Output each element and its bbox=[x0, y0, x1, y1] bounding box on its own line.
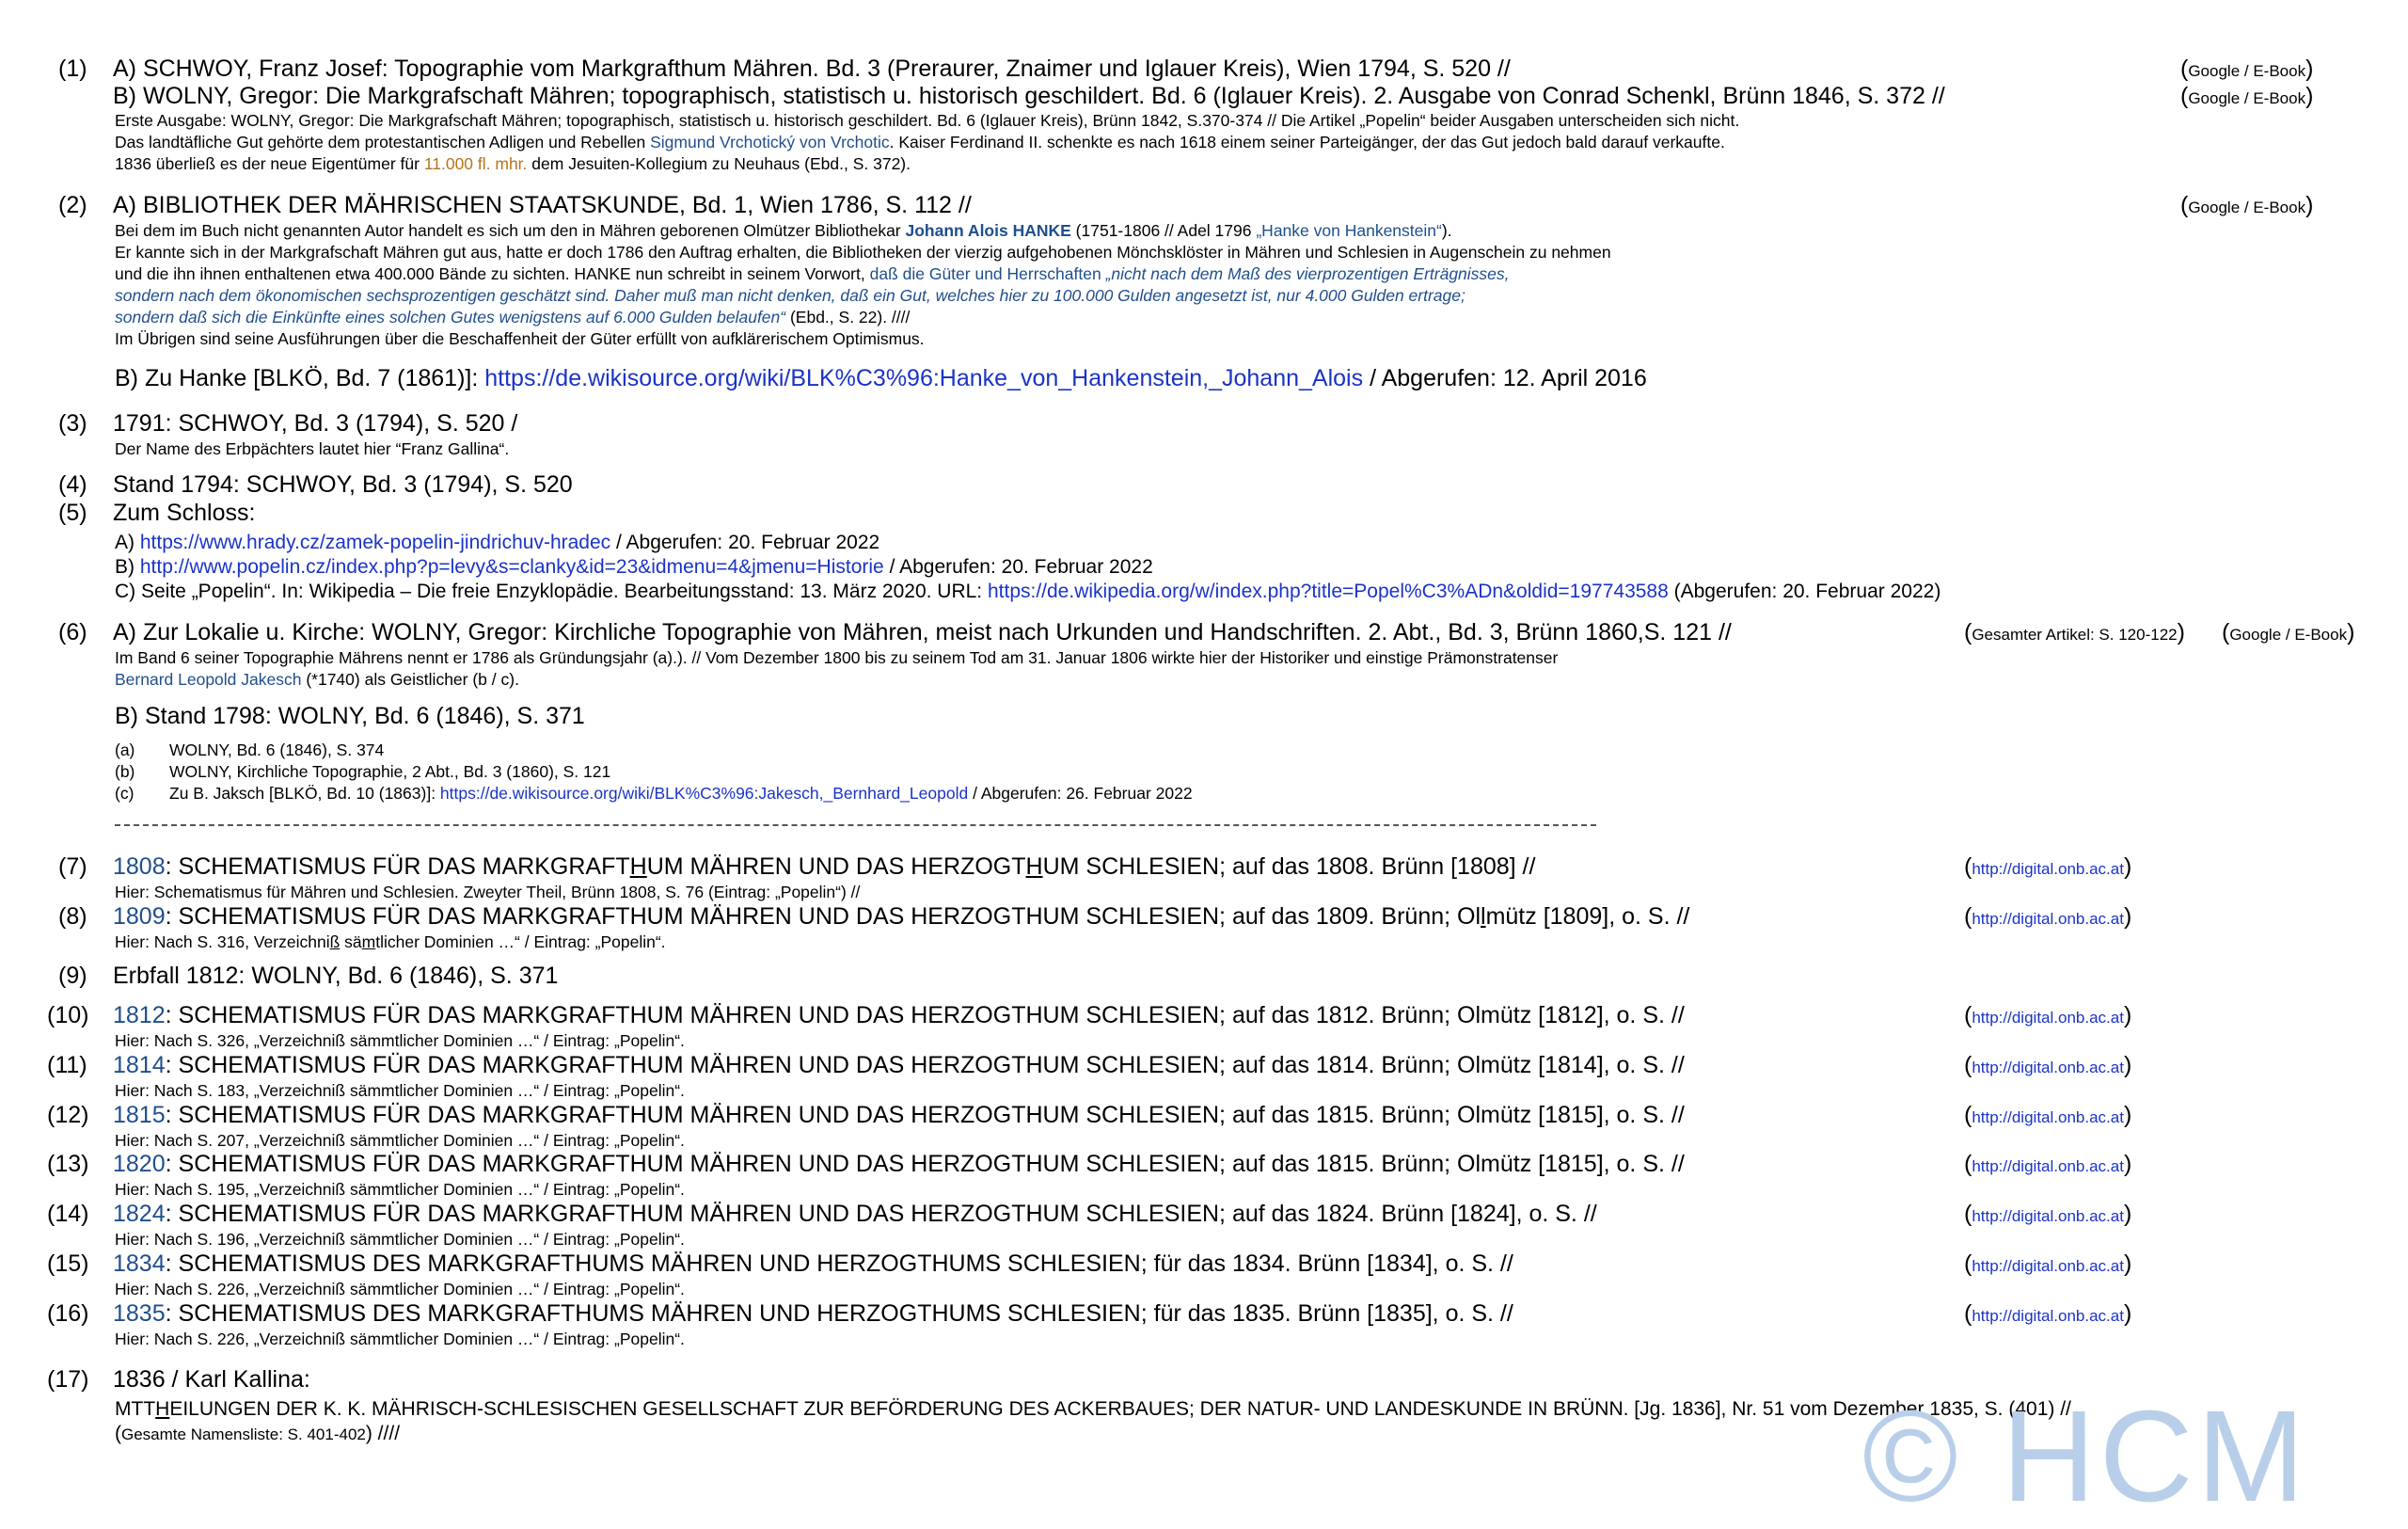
entry-number: (12) bbox=[47, 1102, 89, 1128]
citation-a: Stand 1794: SCHWOY, Bd. 3 (1794), S. 520 bbox=[113, 471, 573, 498]
wikipedia-link[interactable]: https://de.wikipedia.org/w/index.php?title=Popel%C3%ADn&oldid=197743588 bbox=[987, 581, 1669, 602]
entry-number: (17) bbox=[47, 1366, 89, 1393]
wikisource-link[interactable]: https://de.wikisource.org/wiki/BLK%C3%96:Hanke_von_Hankenstein,_Johann_Alois bbox=[484, 365, 1364, 391]
entry-number: (4) bbox=[58, 471, 87, 498]
note-line: Im Übrigen sind seine Ausführungen über die Beschaffenheit der Güter erfüllt von aufklärerischem Optimismus. bbox=[115, 329, 925, 348]
onb-link[interactable]: (http://digital.onb.ac.at) bbox=[1964, 1052, 2132, 1078]
footnote-key: (c) bbox=[115, 784, 135, 803]
copyright-watermark: © HCM bbox=[1862, 1384, 2309, 1529]
citation-a: Zum Schloss: bbox=[113, 500, 256, 526]
footnote: Zu B. Jaksch [BLKÖ, Bd. 10 (1863)]: https://de.wikisource.org/wiki/BLK%C3%96:Jakesch,_Bernhard_Leopold / Abgerufen: 26. Februar 2022 bbox=[169, 784, 1193, 803]
popelin-link[interactable]: http://www.popelin.cz/index.php?p=levy&s=clanky&id=23&idmenu=4&jmenu=Historie bbox=[139, 556, 884, 578]
article-range: (Gesamter Artikel: S. 120-122) bbox=[1964, 619, 2185, 645]
citation-a: 1834: SCHEMATISMUS DES MARKGRAFTHUMS MÄHREN UND HERZOGTHUMS SCHLESIEN; für das 1834. Brünn [1834], o. S. // bbox=[113, 1250, 1513, 1277]
note-line: Hier: Nach S. 226, „Verzeichniß sämmtlicher Dominien …“ / Eintrag: „Popelin“. bbox=[115, 1330, 685, 1348]
note-line: und die ihn ihnen enthaltenen etwa 400.000 Bände zu sichten. HANKE nun schreibt in seinem Vorwort, daß die Güter und Herrschaften „nicht nach dem Maß des vierprozentigen Erträgnisses, bbox=[115, 264, 1510, 283]
entry-number: (11) bbox=[47, 1052, 87, 1078]
year: 1808 bbox=[113, 853, 166, 880]
citation-a: A) SCHWOY, Franz Josef: Topographie vom Markgrafthum Mähren. Bd. 3 (Preraurer, Znaimer und Iglauer Kreis), Wien 1794, S. 520 // bbox=[113, 56, 1511, 82]
source-link[interactable]: (Google / E-Book) bbox=[2222, 619, 2355, 645]
note-line: Hier: Nach S. 195, „Verzeichniß sämmtlicher Dominien …“ / Eintrag: „Popelin“. bbox=[115, 1180, 685, 1199]
citation-a: 1812: SCHEMATISMUS FÜR DAS MARKGRAFTHUM MÄHREN UND DAS HERZOGTHUM SCHLESIEN; auf das 1812. Brünn; Olmütz [1812], o. S. // bbox=[113, 1002, 1685, 1028]
entry-number: (8) bbox=[58, 903, 87, 930]
note-line: Hier: Schematismus für Mähren und Schlesien. Zweyter Theil, Brünn 1808, S. 76 (Eintrag: „Popelin“) // bbox=[115, 883, 861, 901]
note-line: Hier: Nach S. 207, „Verzeichniß sämmtlicher Dominien …“ / Eintrag: „Popelin“. bbox=[115, 1131, 685, 1150]
note-line: Bernard Leopold Jakesch (*1740) als Geistlicher (b / c). bbox=[115, 670, 519, 689]
citation-a: Erbfall 1812: WOLNY, Bd. 6 (1846), S. 371 bbox=[113, 963, 559, 989]
citation-a: 1791: SCHWOY, Bd. 3 (1794), S. 520 / bbox=[113, 410, 518, 437]
price-value: 11.000 fl. mhr. bbox=[423, 154, 528, 173]
year: 1834 bbox=[113, 1250, 166, 1277]
note-line: Bei dem im Buch nicht genannten Autor handelt es sich um den in Mähren geborenen Olmützer Bibliothekar Johann Alois HANKE (1751-1806 // Adel 1796 „Hanke von Hankenstein“). bbox=[115, 221, 1452, 240]
onb-link[interactable]: (http://digital.onb.ac.at) bbox=[1964, 1151, 2132, 1177]
separator-line bbox=[115, 824, 1596, 826]
person-name: Sigmund Vrchotický von Vrchotic bbox=[650, 133, 890, 151]
entry-number: (16) bbox=[47, 1300, 89, 1327]
citation-line: (Gesamte Namensliste: S. 401-402) //// bbox=[115, 1423, 401, 1444]
note-line: Hier: Nach S. 183, „Verzeichniß sämmtlicher Dominien …“ / Eintrag: „Popelin“. bbox=[115, 1081, 685, 1100]
footnote: WOLNY, Bd. 6 (1846), S. 374 bbox=[169, 741, 385, 759]
note-line: Der Name des Erbpächters lautet hier “Franz Gallina“. bbox=[115, 439, 510, 458]
year: 1820 bbox=[113, 1151, 166, 1177]
note-line: Im Band 6 seiner Topographie Mährens nennt er 1786 als Gründungsjahr (a).). // Vom Dezember 1800 bis zu seinem Tod am 31. Januar 1806 wirkte hier der Historiker und einstige Prämonstratenser bbox=[115, 648, 1559, 667]
citation-a: 1820: SCHEMATISMUS FÜR DAS MARKGRAFTHUM MÄHREN UND DAS HERZOGTHUM SCHLESIEN; auf das 1815. Brünn; Olmütz [1815], o. S. // bbox=[113, 1151, 1685, 1177]
year: 1835 bbox=[113, 1300, 166, 1327]
note-line: Hier: Nach S. 316, Verzeichniß sämtlicher Dominien …“ / Eintrag: „Popelin“. bbox=[115, 932, 666, 951]
note-line: Erste Ausgabe: WOLNY, Gregor: Die Markgrafschaft Mähren; topographisch, statistisch u. historisch geschildert. Bd. 6 (Iglauer Kreis), Brünn 1842, S.370-374 // Die Artikel „Popelin“ beider Ausgaben unterscheiden sich nicht. bbox=[115, 111, 1740, 130]
entry-number: (14) bbox=[47, 1201, 89, 1227]
onb-link[interactable]: (http://digital.onb.ac.at) bbox=[1964, 1002, 2132, 1028]
citation-a: 1836 / Karl Kallina: bbox=[113, 1366, 310, 1393]
citation-a: 1835: SCHEMATISMUS DES MARKGRAFTHUMS MÄHREN UND HERZOGTHUMS SCHLESIEN; für das 1835. Brünn [1835], o. S. // bbox=[113, 1300, 1513, 1327]
quote-line: sondern nach dem ökonomischen sechsprozentigen geschätzt sind. Daher muß man nicht denken, daß ein Gut, welches hier zu 100.000 Gulden angesetzt ist, nur 4.000 Gulden ertrage; bbox=[115, 286, 1465, 305]
year: 1812 bbox=[113, 1002, 166, 1028]
note-line: Er kannte sich in der Markgrafschaft Mähren gut aus, hatte er doch 1786 den Auftrag erhalten, die Bibliotheken der vierzig aufgehobenen Mönchsklöster in Mähren und Schlesien in Augenschein zu nehmen bbox=[115, 243, 1611, 262]
note-line: 1836 überließ es der neue Eigentümer für 11.000 fl. mhr. dem Jesuiten-Kollegium zu Neuhaus (Ebd., S. 372). bbox=[115, 154, 911, 173]
onb-link[interactable]: (http://digital.onb.ac.at) bbox=[1964, 1201, 2132, 1227]
entry-number: (9) bbox=[58, 963, 87, 989]
year: 1809 bbox=[113, 903, 166, 930]
quote-line: sondern daß sich die Einkünfte eines solchen Gutes wenigstens auf 6.000 Gulden belaufen“ (Ebd., S. 22). //// bbox=[115, 308, 911, 327]
onb-link[interactable]: (http://digital.onb.ac.at) bbox=[1964, 1102, 2132, 1128]
note-line: Hier: Nach S. 326, „Verzeichniß sämmtlicher Dominien …“ / Eintrag: „Popelin“. bbox=[115, 1031, 685, 1050]
entry-number: (2) bbox=[58, 192, 87, 218]
entry-number: (10) bbox=[47, 1002, 89, 1028]
entry-number: (1) bbox=[58, 56, 87, 82]
entry-number: (3) bbox=[58, 410, 87, 437]
source-link[interactable]: (Google / E-Book) bbox=[2180, 83, 2314, 109]
hrady-link[interactable]: https://www.hrady.cz/zamek-popelin-jindrichuv-hradec bbox=[139, 532, 611, 553]
citation-b: B) WOLNY, Gregor: Die Markgrafschaft Mähren; topographisch, statistisch u. historisch geschildert. Bd. 6 (Iglauer Kreis). 2. Ausgabe von Conrad Schenkl, Brünn 1846, S. 372 // bbox=[113, 83, 1945, 109]
note-line: Das landtäfliche Gut gehörte dem protestantischen Adligen und Rebellen Sigmund Vrchotický von Vrchotic. Kaiser Ferdinand II. schenkte es nach 1618 einem seiner Parteigänger, der das Gut jedoch bald darauf verkaufte. bbox=[115, 133, 1725, 151]
citation-b: B) Stand 1798: WOLNY, Bd. 6 (1846), S. 371 bbox=[115, 703, 585, 729]
citation-a: 1814: SCHEMATISMUS FÜR DAS MARKGRAFTHUM MÄHREN UND DAS HERZOGTHUM SCHLESIEN; auf das 1814. Brünn; Olmütz [1814], o. S. // bbox=[113, 1052, 1685, 1078]
footnote-key: (b) bbox=[115, 762, 135, 781]
year: 1814 bbox=[113, 1052, 166, 1078]
citation-a: A) Zur Lokalie u. Kirche: WOLNY, Gregor: Kirchliche Topographie von Mähren, meist nach Urkunden und Handschriften. 2. Abt., Bd. 3, Brünn 1860,S. 121 // bbox=[113, 619, 1732, 645]
citation-a: 1815: SCHEMATISMUS FÜR DAS MARKGRAFTHUM MÄHREN UND DAS HERZOGTHUM SCHLESIEN; auf das 1815. Brünn; Olmütz [1815], o. S. // bbox=[113, 1102, 1685, 1128]
citation-a: 1824: SCHEMATISMUS FÜR DAS MARKGRAFTHUM MÄHREN UND DAS HERZOGTHUM SCHLESIEN; auf das 1824. Brünn [1824], o. S. // bbox=[113, 1201, 1597, 1227]
entry-number: (6) bbox=[58, 619, 87, 645]
onb-link[interactable]: (http://digital.onb.ac.at) bbox=[1964, 1250, 2132, 1277]
year: 1815 bbox=[113, 1102, 166, 1128]
entry-number: (15) bbox=[47, 1250, 89, 1277]
year: 1824 bbox=[113, 1201, 166, 1227]
note-line: Hier: Nach S. 196, „Verzeichniß sämmtlicher Dominien …“ / Eintrag: „Popelin“. bbox=[115, 1230, 685, 1249]
link-line: C) Seite „Popelin“. In: Wikipedia – Die freie Enzyklopädie. Bearbeitungsstand: 13. März 2020. URL: https://de.wikipedia.org/w/index.php?title=Popel%C3%ADn&oldid=197743588 (Abgerufen: 20. Februar 2022) bbox=[115, 581, 1941, 602]
person-name: Johann Alois HANKE bbox=[905, 221, 1071, 240]
source-link[interactable]: (Google / E-Book) bbox=[2180, 192, 2314, 218]
source-link[interactable]: (Google / E-Book) bbox=[2180, 56, 2314, 82]
citation-a: A) BIBLIOTHEK DER MÄHRISCHEN STAATSKUNDE, Bd. 1, Wien 1786, S. 112 // bbox=[113, 192, 972, 218]
link-line: B) http://www.popelin.cz/index.php?p=levy&s=clanky&id=23&idmenu=4&jmenu=Historie / Abgerufen: 20. Februar 2022 bbox=[115, 556, 1153, 578]
footnote: WOLNY, Kirchliche Topographie, 2 Abt., Bd. 3 (1860), S. 121 bbox=[169, 762, 611, 781]
entry-number: (5) bbox=[58, 500, 87, 526]
note-line: Hier: Nach S. 226, „Verzeichniß sämmtlicher Dominien …“ / Eintrag: „Popelin“. bbox=[115, 1280, 685, 1298]
footnote-key: (a) bbox=[115, 741, 135, 759]
onb-link[interactable]: (http://digital.onb.ac.at) bbox=[1964, 903, 2132, 930]
citation-a: 1808: SCHEMATISMUS FÜR DAS MARKGRAFTHUM MÄHREN UND DAS HERZOGTHUM SCHLESIEN; auf das 1808. Brünn [1808] // bbox=[113, 853, 1536, 880]
entry-number: (13) bbox=[47, 1151, 89, 1177]
citation-a: 1809: SCHEMATISMUS FÜR DAS MARKGRAFTHUM MÄHREN UND DAS HERZOGTHUM SCHLESIEN; auf das 1809. Brünn; Ollmütz [1809], o. S. // bbox=[113, 903, 1690, 930]
link-line: A) https://www.hrady.cz/zamek-popelin-jindrichuv-hradec / Abgerufen: 20. Februar 2022 bbox=[115, 532, 880, 553]
onb-link[interactable]: (http://digital.onb.ac.at) bbox=[1964, 1300, 2132, 1327]
entry-number: (7) bbox=[58, 853, 87, 880]
person-name: Bernard Leopold Jakesch bbox=[115, 670, 302, 689]
jakesch-link[interactable]: https://de.wikisource.org/wiki/BLK%C3%96:Jakesch,_Bernhard_Leopold bbox=[439, 784, 969, 803]
onb-link[interactable]: (http://digital.onb.ac.at) bbox=[1964, 853, 2132, 880]
citation-b: B) Zu Hanke [BLKÖ, Bd. 7 (1861)]: https://de.wikisource.org/wiki/BLK%C3%96:Hanke_von_Hankenstein,_Johann_Alois / Abgerufen: 12. April 2016 bbox=[115, 365, 1647, 391]
citation-line: MTTHEILUNGEN DER K. K. MÄHRISCH-SCHLESISCHEN GESELLSCHAFT ZUR BEFÖRDERUNG DES ACKERBAUES; DER NATUR- UND LANDESKUNDE IN BRÜNN. [Jg. 1836], Nr. 51 vom Dezember 1835, S. (401) // bbox=[115, 1398, 2071, 1420]
